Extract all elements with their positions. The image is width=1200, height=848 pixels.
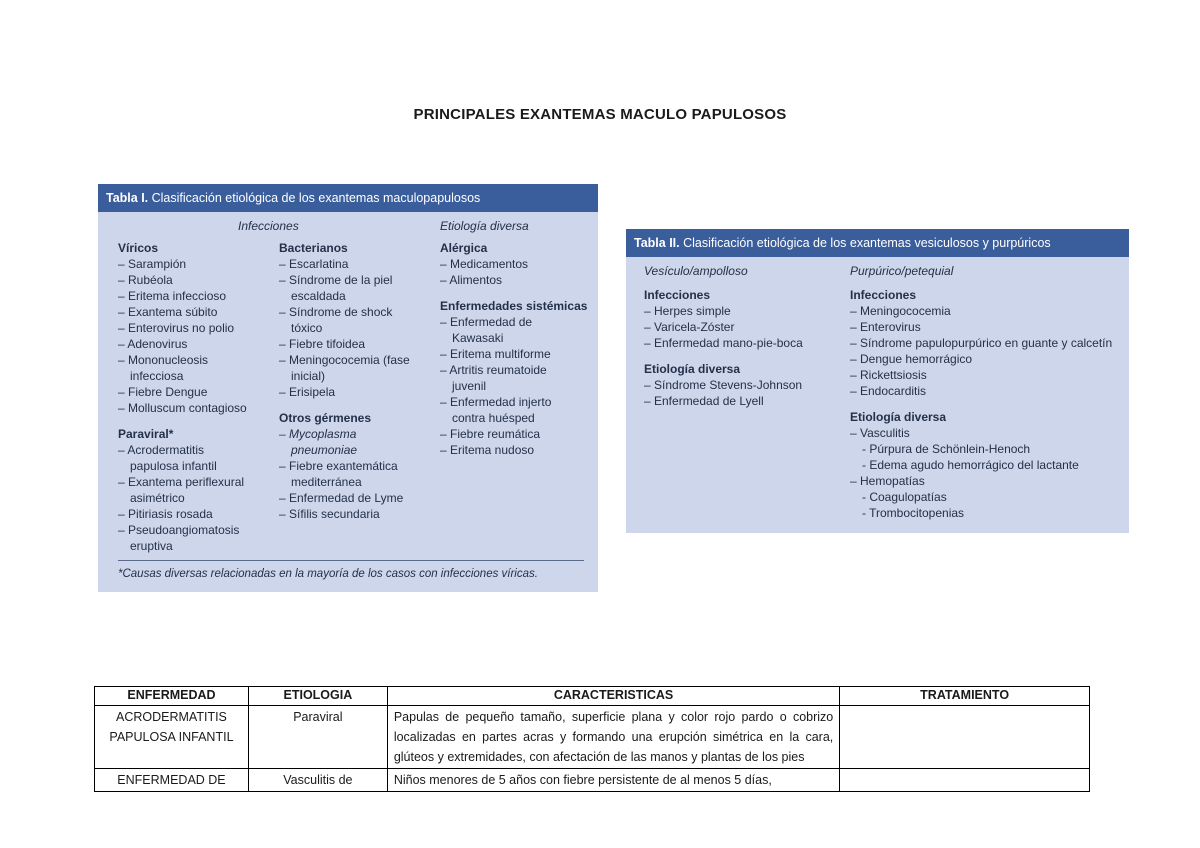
list-item: – Enfermedad mano-pie-boca	[644, 336, 803, 350]
list-item: – Erisipela	[279, 385, 336, 399]
list-item: - Edema agudo hemorrágico del lactante	[862, 458, 1079, 472]
list-item: – Varicela-Zóster	[644, 320, 735, 334]
list-item: tóxico	[291, 321, 323, 335]
cell-tratamiento	[840, 769, 1090, 792]
list-item: – Eritema infeccioso	[118, 289, 227, 303]
list-item: – Pitiriasis rosada	[118, 507, 213, 521]
list-item: – Escarlatina	[279, 257, 349, 271]
list-item: infecciosa	[130, 369, 184, 383]
purpurico-heading: Purpúrico/petequial	[850, 264, 954, 278]
table-row	[95, 706, 1090, 769]
list-item: – Medicamentos	[440, 257, 529, 271]
list-item: – Meningococemia	[850, 304, 951, 318]
diversa-column	[440, 240, 587, 458]
list-item: – Mycoplasma	[279, 427, 357, 441]
table-1-footnote: *Causas diversas relacionadas en la mayoría de los casos con infecciones víricas.	[118, 568, 538, 580]
cell-enfermedad: ENFERMEDAD DE	[95, 769, 249, 792]
list-item: contra huésped	[452, 411, 535, 425]
cell-caracteristicas: Niños menores de 5 años con fiebre persistente de al menos 5 días,	[387, 769, 839, 792]
paraviral-heading: Paraviral*	[118, 427, 174, 441]
list-item: – Meningococemia (fase	[279, 353, 410, 367]
list-item: - Trombocitopenias	[862, 506, 965, 520]
header-caracteristicas: CARACTERISTICAS	[387, 687, 839, 706]
list-item: – Molluscum contagioso	[118, 401, 247, 415]
vesiculo-infecciones-heading: Infecciones	[644, 288, 711, 302]
list-item: escaldada	[291, 289, 346, 303]
cell-etiologia: Paraviral	[248, 706, 387, 769]
list-item: Kawasaki	[452, 331, 504, 345]
header-etiologia: ETIOLOGIA	[248, 687, 387, 706]
list-item: – Síndrome papulopurpúrico en guante y calcetín	[850, 336, 1113, 350]
list-item: – Enterovirus no polio	[118, 321, 235, 335]
table-header-row	[95, 687, 1090, 706]
list-item: – Fiebre tifoidea	[279, 337, 366, 351]
table-1-label: Tabla I.	[106, 191, 149, 205]
list-item: juvenil	[452, 379, 487, 393]
viricos-heading: Víricos	[118, 241, 159, 255]
list-item: – Rubéola	[118, 273, 173, 287]
table-1-header	[98, 184, 598, 212]
vesiculo-heading: Vesículo/ampolloso	[644, 264, 748, 278]
list-item: – Enterovirus	[850, 320, 921, 334]
list-item: – Mononucleosis	[118, 353, 209, 367]
list-item: – Pseudoangiomatosis	[118, 523, 240, 537]
list-item: – Fiebre exantemática	[279, 459, 398, 473]
purpurico-diversa-heading: Etiología diversa	[850, 410, 947, 424]
list-item: – Acrodermatitis	[118, 443, 205, 457]
list-item: – Endocarditis	[850, 384, 927, 398]
table-2-label: Tabla II.	[634, 236, 680, 250]
list-item: inicial)	[291, 369, 326, 383]
list-item: papulosa infantil	[130, 459, 217, 473]
list-item: – Vasculitis	[850, 426, 910, 440]
list-item: – Artritis reumatoide	[440, 363, 547, 377]
cell-enfermedad: ACRODERMATITIS PAPULOSA INFANTIL	[95, 706, 249, 769]
header-tratamiento: TRATAMIENTO	[840, 687, 1090, 706]
table-1-figure	[98, 184, 598, 592]
page-title: PRINCIPALES EXANTEMAS MACULO PAPULOSOS	[413, 106, 787, 123]
list-item: – Hemopatías	[850, 474, 925, 488]
cell-etiologia: Vasculitis de	[248, 769, 387, 792]
list-item: – Síndrome de la piel	[279, 273, 393, 287]
alergica-heading: Alérgica	[440, 241, 488, 255]
list-item: – Sarampión	[118, 257, 187, 271]
diversa-heading: Etiología diversa	[440, 219, 529, 233]
list-item: – Adenovirus	[118, 337, 188, 351]
list-item: – Enfermedad injerto	[440, 395, 552, 409]
list-item: – Sífilis secundaria	[279, 507, 380, 521]
list-item: asimétrico	[130, 491, 185, 505]
list-item: – Síndrome de shock	[279, 305, 393, 319]
header-enfermedad: ENFERMEDAD	[95, 687, 249, 706]
cell-tratamiento	[840, 706, 1090, 769]
otros-heading: Otros gérmenes	[279, 411, 372, 425]
list-item: - Púrpura de Schönlein-Henoch	[862, 442, 1031, 456]
list-item: – Fiebre reumática	[440, 427, 541, 441]
list-item: – Enfermedad de	[440, 315, 533, 329]
list-item: pneumoniae	[291, 443, 358, 457]
list-item: - Coagulopatías	[862, 490, 947, 504]
list-item: – Rickettsiosis	[850, 368, 927, 382]
exantemas-table	[94, 686, 1090, 792]
list-item: – Fiebre Dengue	[118, 385, 208, 399]
list-item: – Enfermedad de Lyme	[279, 491, 404, 505]
list-item: mediterránea	[291, 475, 362, 489]
bacterianos-column	[279, 240, 410, 522]
vesiculo-column	[644, 287, 803, 409]
purpurico-column	[850, 287, 1112, 521]
sistemicas-heading: Enfermedades sistémicas	[440, 299, 588, 313]
table-1-caption: Clasificación etiológica de los exantemas maculopapulosos	[151, 191, 481, 205]
list-item: – Alimentos	[440, 273, 503, 287]
list-item: – Dengue hemorrágico	[850, 352, 973, 366]
vesiculo-diversa-heading: Etiología diversa	[644, 362, 741, 376]
viricos-column	[118, 240, 247, 554]
list-item: – Eritema nudoso	[440, 443, 535, 457]
list-item: eruptiva	[130, 539, 173, 553]
table-2-header	[626, 229, 1129, 257]
table-row	[95, 769, 1090, 792]
bacterianos-heading: Bacterianos	[279, 241, 348, 255]
list-item: – Síndrome Stevens-Johnson	[644, 378, 803, 392]
cell-caracteristicas: Papulas de pequeño tamaño, superficie plana y color rojo pardo o cobrizo localizadas en partes acras y formando una erupción simétrica en la cara, glúteos y extremidades, con afectación de las manos y plantas de los pies	[387, 706, 839, 769]
table-2-figure	[626, 229, 1129, 533]
infecciones-heading: Infecciones	[238, 219, 299, 233]
list-item: – Exantema periflexural	[118, 475, 245, 489]
table-2-caption: Clasificación etiológica de los exantemas vesiculosos y purpúricos	[683, 236, 1051, 250]
purpurico-infecciones-heading: Infecciones	[850, 288, 917, 302]
list-item: – Eritema multiforme	[440, 347, 551, 361]
list-item: – Exantema súbito	[118, 305, 218, 319]
list-item: – Enfermedad de Lyell	[644, 394, 764, 408]
table-1-divider	[118, 560, 584, 561]
list-item: – Herpes simple	[644, 304, 731, 318]
